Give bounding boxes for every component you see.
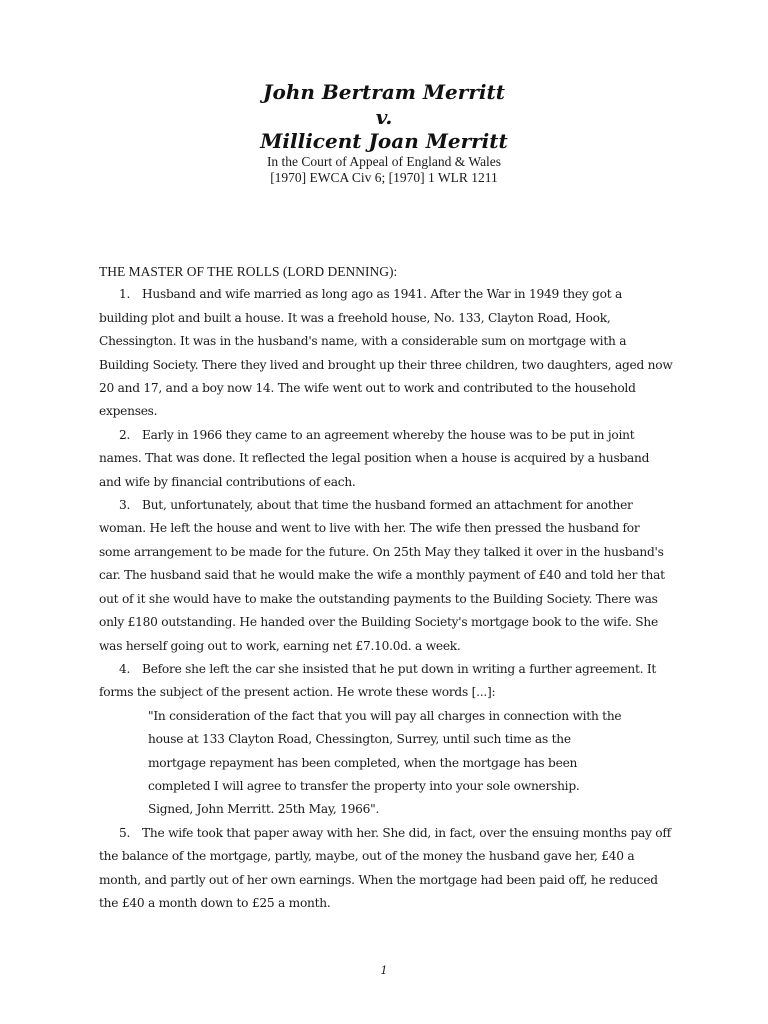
judgment-paragraph-5 bbox=[99, 822, 674, 916]
agreement-quote bbox=[148, 705, 674, 822]
paragraph-text: Husband and wife married as long ago as 1941. After the War in 1949 they got a building plot and built a house. It was a freehold house, No. 133, Clayton Road, Hook, Chessington. It was in the husband's name, with a considerable sum on mortgage with a Building Society. There they lived and brought up their three children, two daughters, aged now 20 and 17, and a boy now 14. The wife went out to work and contributed to the household expenses. bbox=[99, 287, 673, 419]
paragraph-number: 4. bbox=[119, 661, 131, 676]
quote-line: mortgage repayment has been completed, when the mortgage has been bbox=[148, 755, 578, 770]
paragraph-text: The wife took that paper away with her. She did, in fact, over the ensuing months pay off the balance of the mortgage, partly, maybe, out of the money the husband gave her, £40 a month, and partly out of her own earnings. When the mortgage had been paid off, he reduced the £40 a month down to £25 a month. bbox=[99, 825, 671, 910]
paragraph-number: 3. bbox=[119, 498, 131, 513]
paragraph-number: 2. bbox=[119, 427, 131, 442]
paragraph-text: Early in 1966 they came to an agreement whereby the house was to be put in joint names. That was done. It reflected the legal position when a house is acquired by a husband and wife by financial contributions of each. bbox=[99, 427, 650, 489]
judgment-paragraph-3 bbox=[99, 494, 674, 658]
case-heading bbox=[0, 80, 768, 187]
page-number: 1 bbox=[380, 964, 388, 977]
court-name: In the Court of Appeal of England & Wales bbox=[266, 153, 502, 169]
judgment-speaker: THE MASTER OF THE ROLLS (LORD DENNING): bbox=[99, 264, 398, 279]
paragraph-text: Before she left the car she insisted that he put down in writing a further agreement. It forms the subject of the present action. He wrote these words [...]: bbox=[99, 661, 657, 700]
judgment-body bbox=[99, 260, 674, 915]
paragraph-text: But, unfortunately, about that time the husband formed an attachment for another woman. He left the house and went to live with her. The wife then pressed the husband for some arrangement to be made for the future. On 25th May they talked it over in the husband's car. The husband said that he would make the wife a monthly payment of £40 and told her that out of it she would have to make the outstanding payments to the Building Society. There was only £180 outstanding. He handed over the Building Society's mortgage book to the wife. She was herself going out to work, earning net £7.10.0d. a week. bbox=[99, 498, 665, 653]
case-citation: [1970] EWCA Civ 6; [1970] 1 WLR 1211 bbox=[270, 170, 498, 185]
quote-line: "In consideration of the fact that you will pay all charges in connection with the bbox=[148, 708, 622, 723]
quote-line: completed I will agree to transfer the property into your sole ownership. bbox=[148, 778, 580, 793]
paragraph-number: 5. bbox=[119, 825, 131, 840]
paragraph-number: 1. bbox=[119, 287, 131, 302]
judgment-paragraph-1 bbox=[99, 283, 674, 423]
case-versus: v. bbox=[375, 104, 393, 129]
quote-line: house at 133 Clayton Road, Chessington, Surrey, until such time as the bbox=[148, 732, 571, 747]
case-party-2: Millicent Joan Merritt bbox=[260, 129, 508, 153]
judgment-paragraph-4 bbox=[99, 658, 674, 705]
quote-line: Signed, John Merritt. 25th May, 1966". bbox=[148, 802, 380, 817]
case-party-1: John Bertram Merritt bbox=[263, 80, 505, 104]
judgment-paragraph-2 bbox=[99, 424, 674, 494]
